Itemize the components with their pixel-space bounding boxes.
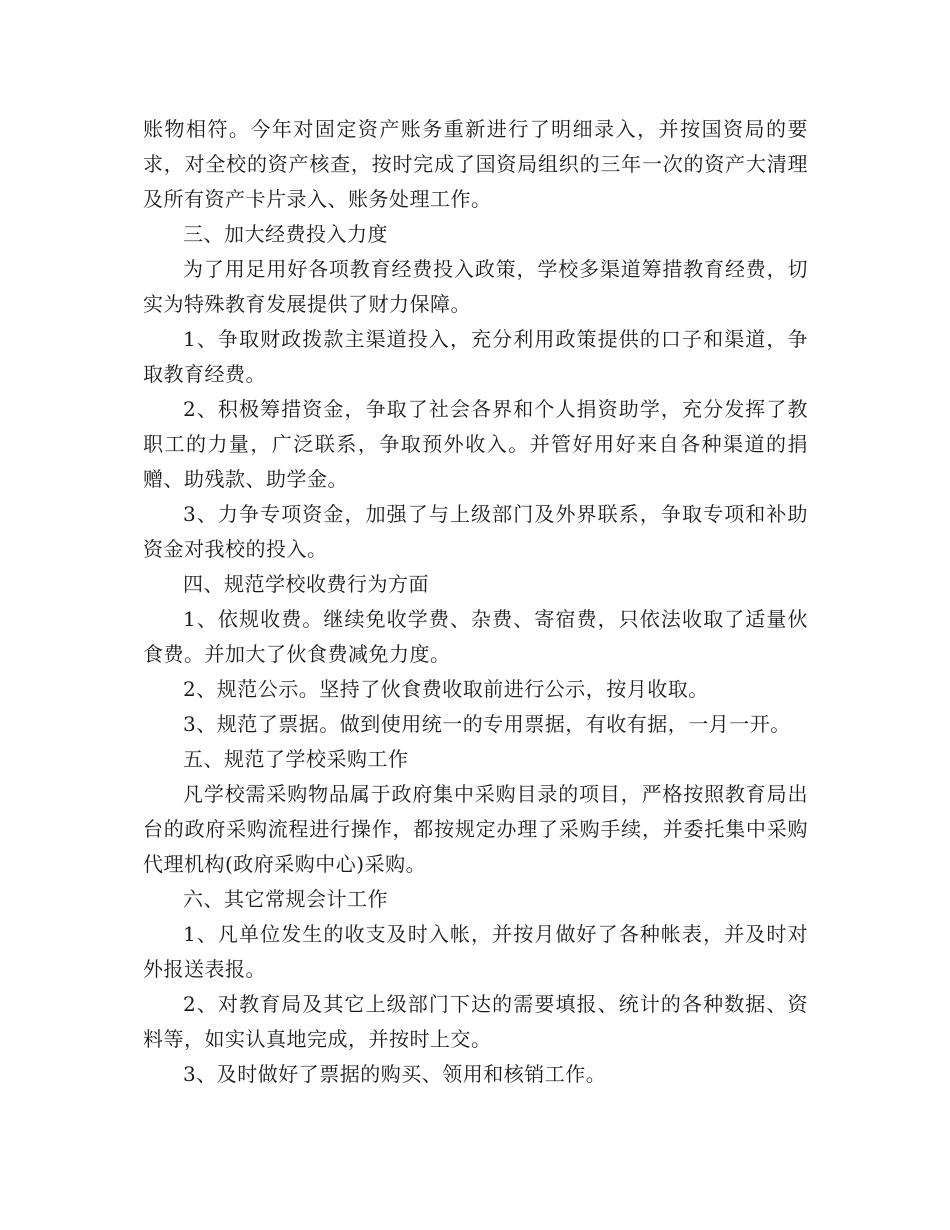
list-item: 2、规范公示。坚持了伙食费收取前进行公示，按月收取。 [183,677,709,701]
list-item: 3、力争专项资金，加强了与上级部门及外界联系，争取专项和补助资金对我校的投入。 [143,502,808,561]
list-item: 2、积极筹措资金，争取了社会各界和个人捐资助学，充分发挥了教职工的力量，广泛联系，争取预外收入。并管好用好来自各种渠道的捐赠、助残款、助学金。 [143,397,808,491]
paragraph: 为了用足用好各项教育经费投入政策，学校多渠道筹措教育经费，切实为特殊教育发展提供了财力保障。 [143,257,808,316]
document-body [143,112,808,1092]
section-heading-4: 四、规范学校收费行为方面 [183,572,429,596]
paragraph-continuation: 账物相符。今年对固定资产账务重新进行了明细录入，并按国资局的要求，对全校的资产核查，按时完成了国资局组织的三年一次的资产大清理及所有资产卡片录入、账务处理工作。 [143,117,808,211]
list-item: 1、凡单位发生的收支及时入帐，并按月做好了各种帐表，并及时对外报送表报。 [143,922,808,981]
list-item: 3、及时做好了票据的购买、领用和核销工作。 [183,1062,607,1086]
list-item: 2、对教育局及其它上级部门下达的需要填报、统计的各种数据、资料等，如实认真地完成，并按时上交。 [143,992,808,1051]
list-item: 1、依规收费。继续免收学费、杂费、寄宿费，只依法收取了适量伙食费。并加大了伙食费减免力度。 [143,607,808,666]
paragraph: 凡学校需采购物品属于政府集中采购目录的项目，严格按照教育局出台的政府采购流程进行操作，都按规定办理了采购手续，并委托集中采购代理机构(政府采购中心)采购。 [143,782,808,876]
list-item: 1、争取财政拨款主渠道投入，充分利用政策提供的口子和渠道，争取教育经费。 [143,327,808,386]
list-item: 3、规范了票据。做到使用统一的专用票据，有收有据，一月一开。 [183,712,791,736]
section-heading-3: 三、加大经费投入力度 [183,222,388,246]
section-heading-6: 六、其它常规会计工作 [183,887,388,911]
section-heading-5: 五、规范了学校采购工作 [183,747,409,771]
